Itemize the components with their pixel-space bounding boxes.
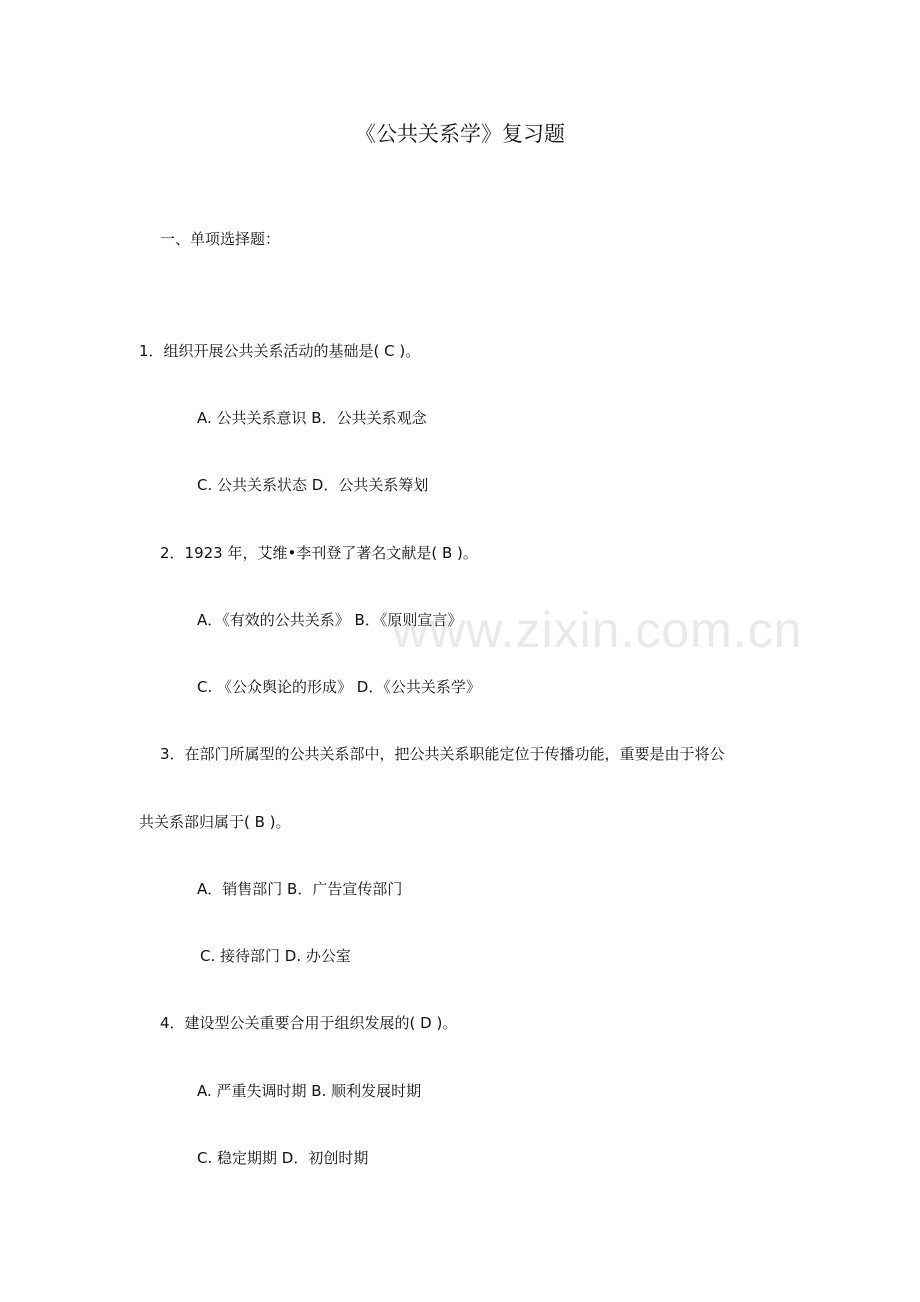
question-4-options-cd: C. 稳定期期 D．初创时期	[197, 1149, 369, 1167]
question-1-options-ab: A. 公共关系意识 B．公共关系观念	[197, 409, 427, 427]
question-3-stem-line-1: 3．在部门所属型的公共关系部中，把公共关系职能定位于传播功能，重要是由于将公	[160, 745, 725, 763]
question-1-stem: 1．组织开展公共关系活动的基础是( C )。	[139, 342, 421, 360]
question-4-options-ab: A. 严重失调时期 B. 顺利发展时期	[197, 1082, 422, 1100]
watermark: www.zixin.com.cn	[392, 602, 803, 658]
question-2-stem: 2．1923 年，艾维•李刊登了著名文献是( B )。	[160, 544, 478, 562]
page-title: 《公共关系学》复习题	[355, 122, 565, 146]
section-heading: 一、单项选择题：	[160, 230, 281, 248]
question-3-options-ab: A．销售部门 B．广告宣传部门	[197, 880, 403, 898]
question-4-stem: 4．建设型公关重要合用于组织发展的( D )。	[160, 1014, 458, 1032]
question-1-options-cd: C. 公共关系状态 D．公共关系筹划	[197, 476, 429, 494]
question-3-stem-line-2: 共关系部归属于( B )。	[139, 813, 291, 831]
question-3-options-cd: C. 接待部门 D. 办公室	[200, 947, 351, 965]
question-2-options-ab: A．《有效的公共关系》 B．《原则宣言》	[197, 611, 463, 629]
question-2-options-cd: C. 《公众舆论的形成》 D．《公共关系学》	[197, 678, 481, 696]
